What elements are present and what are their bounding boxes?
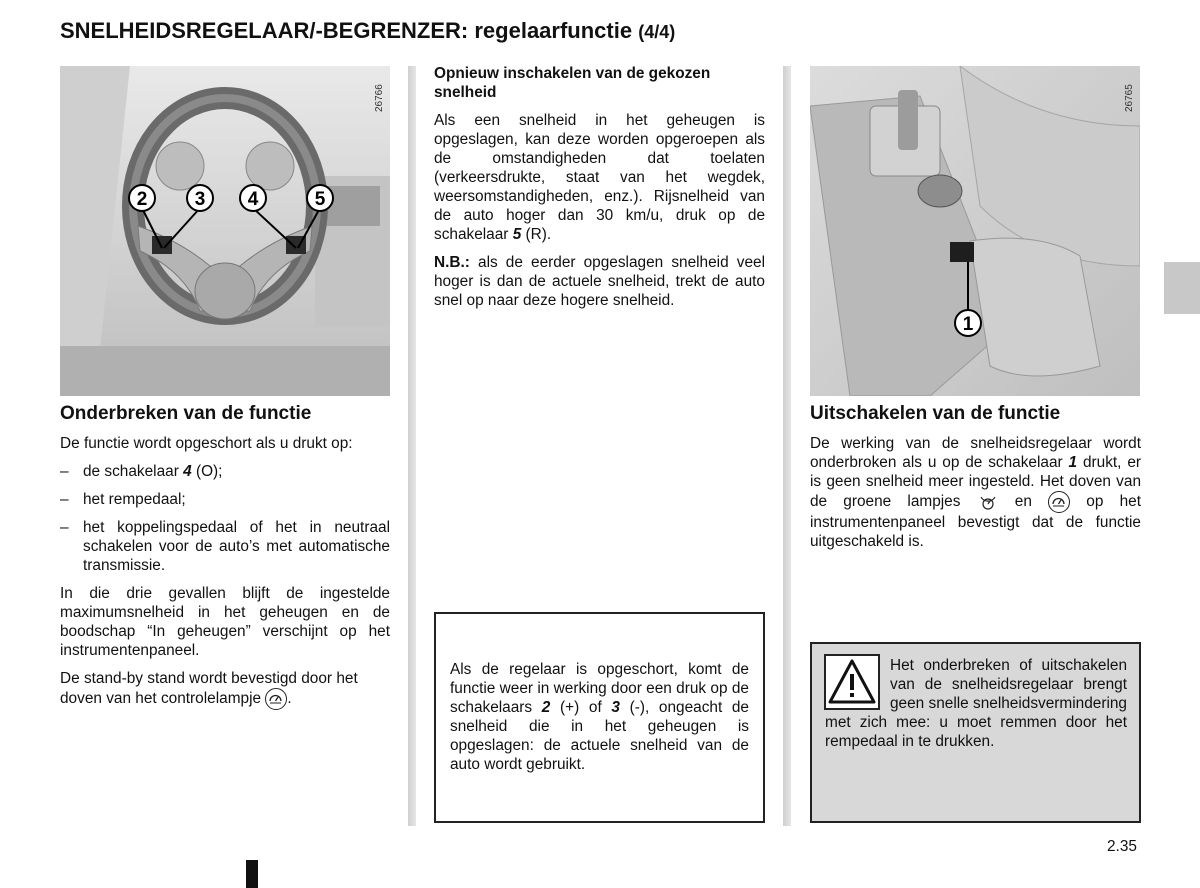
warning-text: Het onderbreken of uitschakelen van de snelheidsregelaar brengt geen snelle snelheidsvermindering met zich mee: u moet remmen door het rempedaal in te drukken. [825, 657, 1127, 750]
info-notice-text [450, 660, 749, 774]
standby-paragraph [60, 669, 390, 710]
section-heading-interrupt: Onderbreken van de functie [60, 403, 312, 424]
callout-1 [955, 310, 981, 336]
crop-mark [246, 860, 258, 888]
info-text: Als de regelaar is opgeschort, komt de functie weer in werking door een druk op de schakelaars [450, 661, 749, 716]
chapter-tab [1164, 262, 1200, 314]
svg-text:2: 2 [136, 189, 148, 210]
speedometer-arc-lamp-icon [977, 491, 999, 513]
list-item [60, 462, 390, 481]
reactivate-heading: Opnieuw inschakelen van de gekozen snelheid [434, 65, 711, 101]
speedometer-lamp-icon [1048, 491, 1070, 513]
list-item [60, 518, 390, 575]
section-heading-disable: Uitschakelen van de functie [810, 403, 1061, 424]
note-paragraph [434, 253, 765, 310]
figure-code-left: 26766 [374, 84, 385, 112]
info-text: (+) of [550, 699, 612, 716]
info-notice-box [434, 612, 765, 823]
left-column-text [60, 434, 390, 719]
svg-text:1: 1 [962, 314, 974, 335]
svg-text:3: 3 [194, 189, 206, 210]
svg-text:4: 4 [247, 189, 259, 210]
disable-paragraph [810, 434, 1141, 551]
reactivate-text: Als een snelheid in het geheugen is opgeslagen, kan deze worden opgeroepen als de omstandigheden dat toelaten (verkeersdrukte, staat van het wegdek, weersomstandigheden, enz.). Rijsnelheid van de auto hoger dan 30 km/u, druk op de schakelaar [434, 112, 765, 243]
list-item-text: (O); [191, 463, 223, 480]
disable-text-end: op het instrumentenpaneel bevestigt dat de functie uitgeschakeld is. [810, 493, 1141, 550]
list-item [60, 490, 390, 509]
list-dash: – [60, 491, 69, 508]
list-item-text: het koppelingspedaal of het in neutraal schakelen voor de auto’s met automatische transmissie. [83, 519, 390, 574]
column-gutter-right [783, 66, 791, 826]
note-text: als de eerder opgeslagen snelheid veel hoger is dan de actuele snelheid, trekt de auto snel op naar deze hogere snelheid. [434, 254, 765, 309]
figure-code-right: 26765 [1124, 84, 1135, 112]
standby-text: De stand-by stand wordt bevestigd door het doven van het controlelampje [60, 670, 358, 708]
switch-number: 3 [611, 699, 620, 716]
middle-column-text [434, 64, 765, 319]
warning-notice-box [810, 642, 1141, 823]
callout-5 [307, 185, 333, 211]
svg-text:5: 5 [314, 189, 326, 210]
page-title [60, 18, 675, 44]
right-column-text [810, 434, 1141, 560]
switch-number: 5 [512, 226, 522, 243]
page-title-text: SNELHEIDSREGELAAR/-BEGRENZER: regelaarfunctie [60, 18, 633, 43]
warning-triangle-icon [824, 654, 880, 710]
list-dash: – [60, 463, 69, 480]
page-number: 2.35 [1107, 838, 1137, 855]
interrupt-list [60, 462, 390, 575]
reactivate-text-end: (R). [521, 226, 552, 243]
note-label: N.B.: [434, 254, 470, 271]
callout-2 [129, 185, 155, 211]
list-dash: – [60, 519, 69, 536]
list-item-text: het rempedaal; [83, 491, 186, 508]
page-title-suffix: (4/4) [638, 22, 676, 42]
callout-4 [240, 185, 266, 211]
callout-3 [187, 185, 213, 211]
switch-number: 2 [541, 699, 551, 716]
column-gutter-left [408, 66, 416, 826]
disable-text: en [998, 493, 1049, 511]
standby-end: . [287, 690, 292, 708]
list-item-text: de schakelaar [83, 463, 184, 480]
reactivate-paragraph [434, 111, 765, 244]
disable-text: De werking van de snelheidsregelaar wordt onderbroken als u op de schakelaar [810, 435, 1141, 471]
intro-paragraph: De functie wordt opgeschort als u drukt op: [60, 435, 353, 452]
speedometer-lamp-icon [265, 688, 287, 710]
center-console-photo [810, 66, 1140, 396]
switch-number: 4 [183, 463, 192, 480]
switch-number: 1 [1068, 454, 1078, 471]
memory-paragraph: In die drie gevallen blijft de ingestelde maximumsnelheid in het geheugen en de boodschap “In geheugen” verschijnt op het instrumentenpaneel. [60, 585, 390, 659]
steering-wheel-photo [60, 66, 390, 396]
disable-text: drukt, er is geen snelheid meer ingesteld. Het doven van de groene lampjes [810, 454, 1142, 511]
info-text: (-), ongeacht de snelheid die in het geheugen is opgeslagen: de actuele snelheid van de auto wordt gebruikt. [450, 699, 749, 773]
